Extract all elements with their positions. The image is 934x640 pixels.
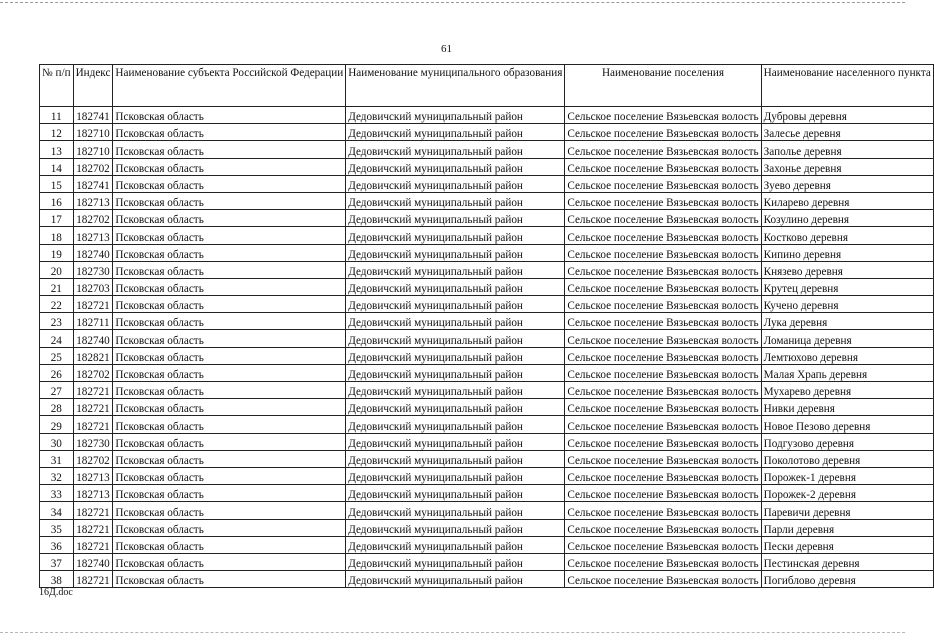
cell-index: 182713 xyxy=(73,467,113,484)
cell-settlement: Сельское поселение Вязьевская волость xyxy=(565,313,761,330)
cell-locality: Залесье деревня xyxy=(761,124,933,141)
header-settlement: Наименование поселения xyxy=(565,65,761,107)
cell-settlement: Сельское поселение Вязьевская волость xyxy=(565,364,761,381)
cell-index: 182713 xyxy=(73,227,113,244)
cell-number: 36 xyxy=(40,536,74,553)
cell-municipality: Дедовичский муниципальный район xyxy=(346,433,565,450)
header-index: Индекс xyxy=(73,65,113,107)
cell-settlement: Сельское поселение Вязьевская волость xyxy=(565,261,761,278)
cell-locality: Князево деревня xyxy=(761,261,933,278)
table-header-row xyxy=(40,65,934,107)
cell-number: 13 xyxy=(40,141,74,158)
cell-municipality: Дедовичский муниципальный район xyxy=(346,175,565,192)
cell-index: 182721 xyxy=(73,519,113,536)
cell-municipality: Дедовичский муниципальный район xyxy=(346,158,565,175)
cell-settlement: Сельское поселение Вязьевская волость xyxy=(565,433,761,450)
table-row xyxy=(40,450,934,467)
cell-index: 182721 xyxy=(73,502,113,519)
table-row xyxy=(40,158,934,175)
cell-index: 182710 xyxy=(73,124,113,141)
cell-number: 29 xyxy=(40,416,74,433)
cell-subject: Псковская область xyxy=(113,519,346,536)
cell-number: 37 xyxy=(40,553,74,570)
cell-locality: Кучено деревня xyxy=(761,296,933,313)
cell-settlement: Сельское поселение Вязьевская волость xyxy=(565,467,761,484)
table-row xyxy=(40,244,934,261)
cell-locality: Ломаница деревня xyxy=(761,330,933,347)
cell-locality: Порожек-2 деревня xyxy=(761,485,933,502)
cell-municipality: Дедовичский муниципальный район xyxy=(346,313,565,330)
table-row xyxy=(40,536,934,553)
cell-settlement: Сельское поселение Вязьевская волость xyxy=(565,502,761,519)
cell-subject: Псковская область xyxy=(113,141,346,158)
page-number: 61 xyxy=(441,43,452,55)
cell-index: 182721 xyxy=(73,536,113,553)
cell-subject: Псковская область xyxy=(113,278,346,295)
table-row xyxy=(40,124,934,141)
cell-settlement: Сельское поселение Вязьевская волость xyxy=(565,192,761,209)
cell-municipality: Дедовичский муниципальный район xyxy=(346,107,565,124)
cell-subject: Псковская область xyxy=(113,175,346,192)
cell-municipality: Дедовичский муниципальный район xyxy=(346,261,565,278)
cell-subject: Псковская область xyxy=(113,502,346,519)
cell-number: 18 xyxy=(40,227,74,244)
cell-number: 34 xyxy=(40,502,74,519)
cell-subject: Псковская область xyxy=(113,107,346,124)
cell-municipality: Дедовичский муниципальный район xyxy=(346,571,565,588)
cell-locality: Кипино деревня xyxy=(761,244,933,261)
cell-municipality: Дедовичский муниципальный район xyxy=(346,485,565,502)
cell-number: 28 xyxy=(40,399,74,416)
table-row xyxy=(40,571,934,588)
table-row xyxy=(40,364,934,381)
table-row xyxy=(40,107,934,124)
cell-locality: Дубровы деревня xyxy=(761,107,933,124)
cell-subject: Псковская область xyxy=(113,347,346,364)
header-locality: Наименование населенного пункта xyxy=(761,65,933,107)
cell-settlement: Сельское поселение Вязьевская волость xyxy=(565,175,761,192)
cell-locality: Костково деревня xyxy=(761,227,933,244)
cell-index: 182721 xyxy=(73,296,113,313)
cell-settlement: Сельское поселение Вязьевская волость xyxy=(565,536,761,553)
cell-index: 182721 xyxy=(73,416,113,433)
cell-subject: Псковская область xyxy=(113,244,346,261)
cell-locality: Лука деревня xyxy=(761,313,933,330)
cell-index: 182740 xyxy=(73,330,113,347)
cell-municipality: Дедовичский муниципальный район xyxy=(346,416,565,433)
cell-subject: Псковская область xyxy=(113,536,346,553)
cell-settlement: Сельское поселение Вязьевская волость xyxy=(565,553,761,570)
cell-number: 25 xyxy=(40,347,74,364)
cell-municipality: Дедовичский муниципальный район xyxy=(346,244,565,261)
cell-subject: Псковская область xyxy=(113,433,346,450)
cell-locality: Порожек-1 деревня xyxy=(761,467,933,484)
cell-number: 24 xyxy=(40,330,74,347)
cell-settlement: Сельское поселение Вязьевская волость xyxy=(565,416,761,433)
cell-settlement: Сельское поселение Вязьевская волость xyxy=(565,107,761,124)
cell-municipality: Дедовичский муниципальный район xyxy=(346,536,565,553)
cell-subject: Псковская область xyxy=(113,330,346,347)
cell-index: 182740 xyxy=(73,244,113,261)
table-row xyxy=(40,519,934,536)
cell-number: 31 xyxy=(40,450,74,467)
cell-municipality: Дедовичский муниципальный район xyxy=(346,502,565,519)
table-row xyxy=(40,330,934,347)
table-row xyxy=(40,467,934,484)
cell-locality: Заполье деревня xyxy=(761,141,933,158)
cell-locality: Киларево деревня xyxy=(761,192,933,209)
cell-municipality: Дедовичский муниципальный район xyxy=(346,553,565,570)
cell-index: 182711 xyxy=(73,313,113,330)
cell-municipality: Дедовичский муниципальный район xyxy=(346,227,565,244)
cell-index: 182702 xyxy=(73,364,113,381)
settlements-table xyxy=(39,64,934,588)
header-subject: Наименование субъекта Российской Федерации xyxy=(113,65,346,107)
table-row xyxy=(40,416,934,433)
cell-index: 182821 xyxy=(73,347,113,364)
cell-number: 26 xyxy=(40,364,74,381)
cell-number: 33 xyxy=(40,485,74,502)
cell-locality: Крутец деревня xyxy=(761,278,933,295)
cell-subject: Псковская область xyxy=(113,467,346,484)
cell-locality: Пески деревня xyxy=(761,536,933,553)
cell-index: 182740 xyxy=(73,553,113,570)
cell-subject: Псковская область xyxy=(113,485,346,502)
cell-number: 15 xyxy=(40,175,74,192)
cell-number: 14 xyxy=(40,158,74,175)
scan-bottom-edge xyxy=(0,632,905,633)
cell-index: 182721 xyxy=(73,571,113,588)
cell-index: 182710 xyxy=(73,141,113,158)
cell-index: 182713 xyxy=(73,192,113,209)
cell-index: 182730 xyxy=(73,433,113,450)
cell-settlement: Сельское поселение Вязьевская волость xyxy=(565,485,761,502)
cell-subject: Псковская область xyxy=(113,364,346,381)
cell-locality: Новое Пезово деревня xyxy=(761,416,933,433)
cell-subject: Псковская область xyxy=(113,571,346,588)
table-row xyxy=(40,296,934,313)
cell-number: 21 xyxy=(40,278,74,295)
table-row xyxy=(40,227,934,244)
cell-index: 182702 xyxy=(73,210,113,227)
cell-settlement: Сельское поселение Вязьевская волость xyxy=(565,347,761,364)
table-row xyxy=(40,485,934,502)
cell-municipality: Дедовичский муниципальный район xyxy=(346,399,565,416)
cell-subject: Псковская область xyxy=(113,296,346,313)
cell-subject: Псковская область xyxy=(113,192,346,209)
cell-locality: Козулино деревня xyxy=(761,210,933,227)
cell-number: 35 xyxy=(40,519,74,536)
cell-municipality: Дедовичский муниципальный район xyxy=(346,382,565,399)
file-name-footer: 16Д.doc xyxy=(39,587,73,598)
cell-municipality: Дедовичский муниципальный район xyxy=(346,450,565,467)
cell-locality: Паревичи деревня xyxy=(761,502,933,519)
cell-number: 32 xyxy=(40,467,74,484)
cell-settlement: Сельское поселение Вязьевская волость xyxy=(565,158,761,175)
cell-settlement: Сельское поселение Вязьевская волость xyxy=(565,296,761,313)
cell-index: 182721 xyxy=(73,382,113,399)
table-row xyxy=(40,433,934,450)
cell-municipality: Дедовичский муниципальный район xyxy=(346,210,565,227)
table-row xyxy=(40,141,934,158)
cell-locality: Захонье деревня xyxy=(761,158,933,175)
cell-number: 12 xyxy=(40,124,74,141)
cell-subject: Псковская область xyxy=(113,124,346,141)
cell-municipality: Дедовичский муниципальный район xyxy=(346,467,565,484)
table-row xyxy=(40,313,934,330)
cell-number: 38 xyxy=(40,571,74,588)
cell-settlement: Сельское поселение Вязьевская волость xyxy=(565,227,761,244)
table-row xyxy=(40,382,934,399)
cell-subject: Псковская область xyxy=(113,399,346,416)
cell-number: 16 xyxy=(40,192,74,209)
cell-settlement: Сельское поселение Вязьевская волость xyxy=(565,244,761,261)
cell-municipality: Дедовичский муниципальный район xyxy=(346,192,565,209)
cell-municipality: Дедовичский муниципальный район xyxy=(346,278,565,295)
table-row xyxy=(40,175,934,192)
cell-municipality: Дедовичский муниципальный район xyxy=(346,347,565,364)
header-municipality: Наименование муниципального образования xyxy=(346,65,565,107)
cell-index: 182730 xyxy=(73,261,113,278)
cell-subject: Псковская область xyxy=(113,382,346,399)
cell-settlement: Сельское поселение Вязьевская волость xyxy=(565,571,761,588)
cell-subject: Псковская область xyxy=(113,313,346,330)
cell-locality: Поколотово деревня xyxy=(761,450,933,467)
cell-locality: Мухарево деревня xyxy=(761,382,933,399)
cell-municipality: Дедовичский муниципальный район xyxy=(346,330,565,347)
cell-index: 182702 xyxy=(73,450,113,467)
cell-locality: Парли деревня xyxy=(761,519,933,536)
table-row xyxy=(40,278,934,295)
cell-index: 182713 xyxy=(73,485,113,502)
cell-settlement: Сельское поселение Вязьевская волость xyxy=(565,382,761,399)
cell-number: 22 xyxy=(40,296,74,313)
cell-settlement: Сельское поселение Вязьевская волость xyxy=(565,278,761,295)
cell-index: 182702 xyxy=(73,158,113,175)
cell-number: 17 xyxy=(40,210,74,227)
cell-municipality: Дедовичский муниципальный район xyxy=(346,296,565,313)
cell-number: 27 xyxy=(40,382,74,399)
table-row xyxy=(40,261,934,278)
cell-municipality: Дедовичский муниципальный район xyxy=(346,364,565,381)
table-row xyxy=(40,192,934,209)
cell-locality: Погиблово деревня xyxy=(761,571,933,588)
cell-locality: Малая Храпь деревня xyxy=(761,364,933,381)
header-number: № п/п xyxy=(40,65,74,107)
cell-number: 30 xyxy=(40,433,74,450)
cell-locality: Зуево деревня xyxy=(761,175,933,192)
cell-number: 19 xyxy=(40,244,74,261)
cell-locality: Пестинская деревня xyxy=(761,553,933,570)
cell-settlement: Сельское поселение Вязьевская волость xyxy=(565,399,761,416)
cell-locality: Лемтюхово деревня xyxy=(761,347,933,364)
cell-subject: Псковская область xyxy=(113,261,346,278)
cell-index: 182741 xyxy=(73,107,113,124)
cell-subject: Псковская область xyxy=(113,158,346,175)
cell-subject: Псковская область xyxy=(113,553,346,570)
cell-settlement: Сельское поселение Вязьевская волость xyxy=(565,519,761,536)
cell-subject: Псковская область xyxy=(113,210,346,227)
table-row xyxy=(40,502,934,519)
cell-number: 11 xyxy=(40,107,74,124)
cell-index: 182703 xyxy=(73,278,113,295)
table-row xyxy=(40,210,934,227)
table-row xyxy=(40,347,934,364)
cell-municipality: Дедовичский муниципальный район xyxy=(346,519,565,536)
cell-settlement: Сельское поселение Вязьевская волость xyxy=(565,330,761,347)
cell-settlement: Сельское поселение Вязьевская волость xyxy=(565,141,761,158)
cell-subject: Псковская область xyxy=(113,450,346,467)
table-row xyxy=(40,399,934,416)
cell-settlement: Сельское поселение Вязьевская волость xyxy=(565,210,761,227)
cell-locality: Подгузово деревня xyxy=(761,433,933,450)
cell-number: 23 xyxy=(40,313,74,330)
cell-index: 182741 xyxy=(73,175,113,192)
scan-top-edge xyxy=(0,2,905,3)
cell-number: 20 xyxy=(40,261,74,278)
cell-settlement: Сельское поселение Вязьевская волость xyxy=(565,124,761,141)
cell-municipality: Дедовичский муниципальный район xyxy=(346,141,565,158)
cell-index: 182721 xyxy=(73,399,113,416)
cell-subject: Псковская область xyxy=(113,416,346,433)
cell-locality: Нивки деревня xyxy=(761,399,933,416)
cell-subject: Псковская область xyxy=(113,227,346,244)
table-row xyxy=(40,553,934,570)
cell-municipality: Дедовичский муниципальный район xyxy=(346,124,565,141)
cell-settlement: Сельское поселение Вязьевская волость xyxy=(565,450,761,467)
